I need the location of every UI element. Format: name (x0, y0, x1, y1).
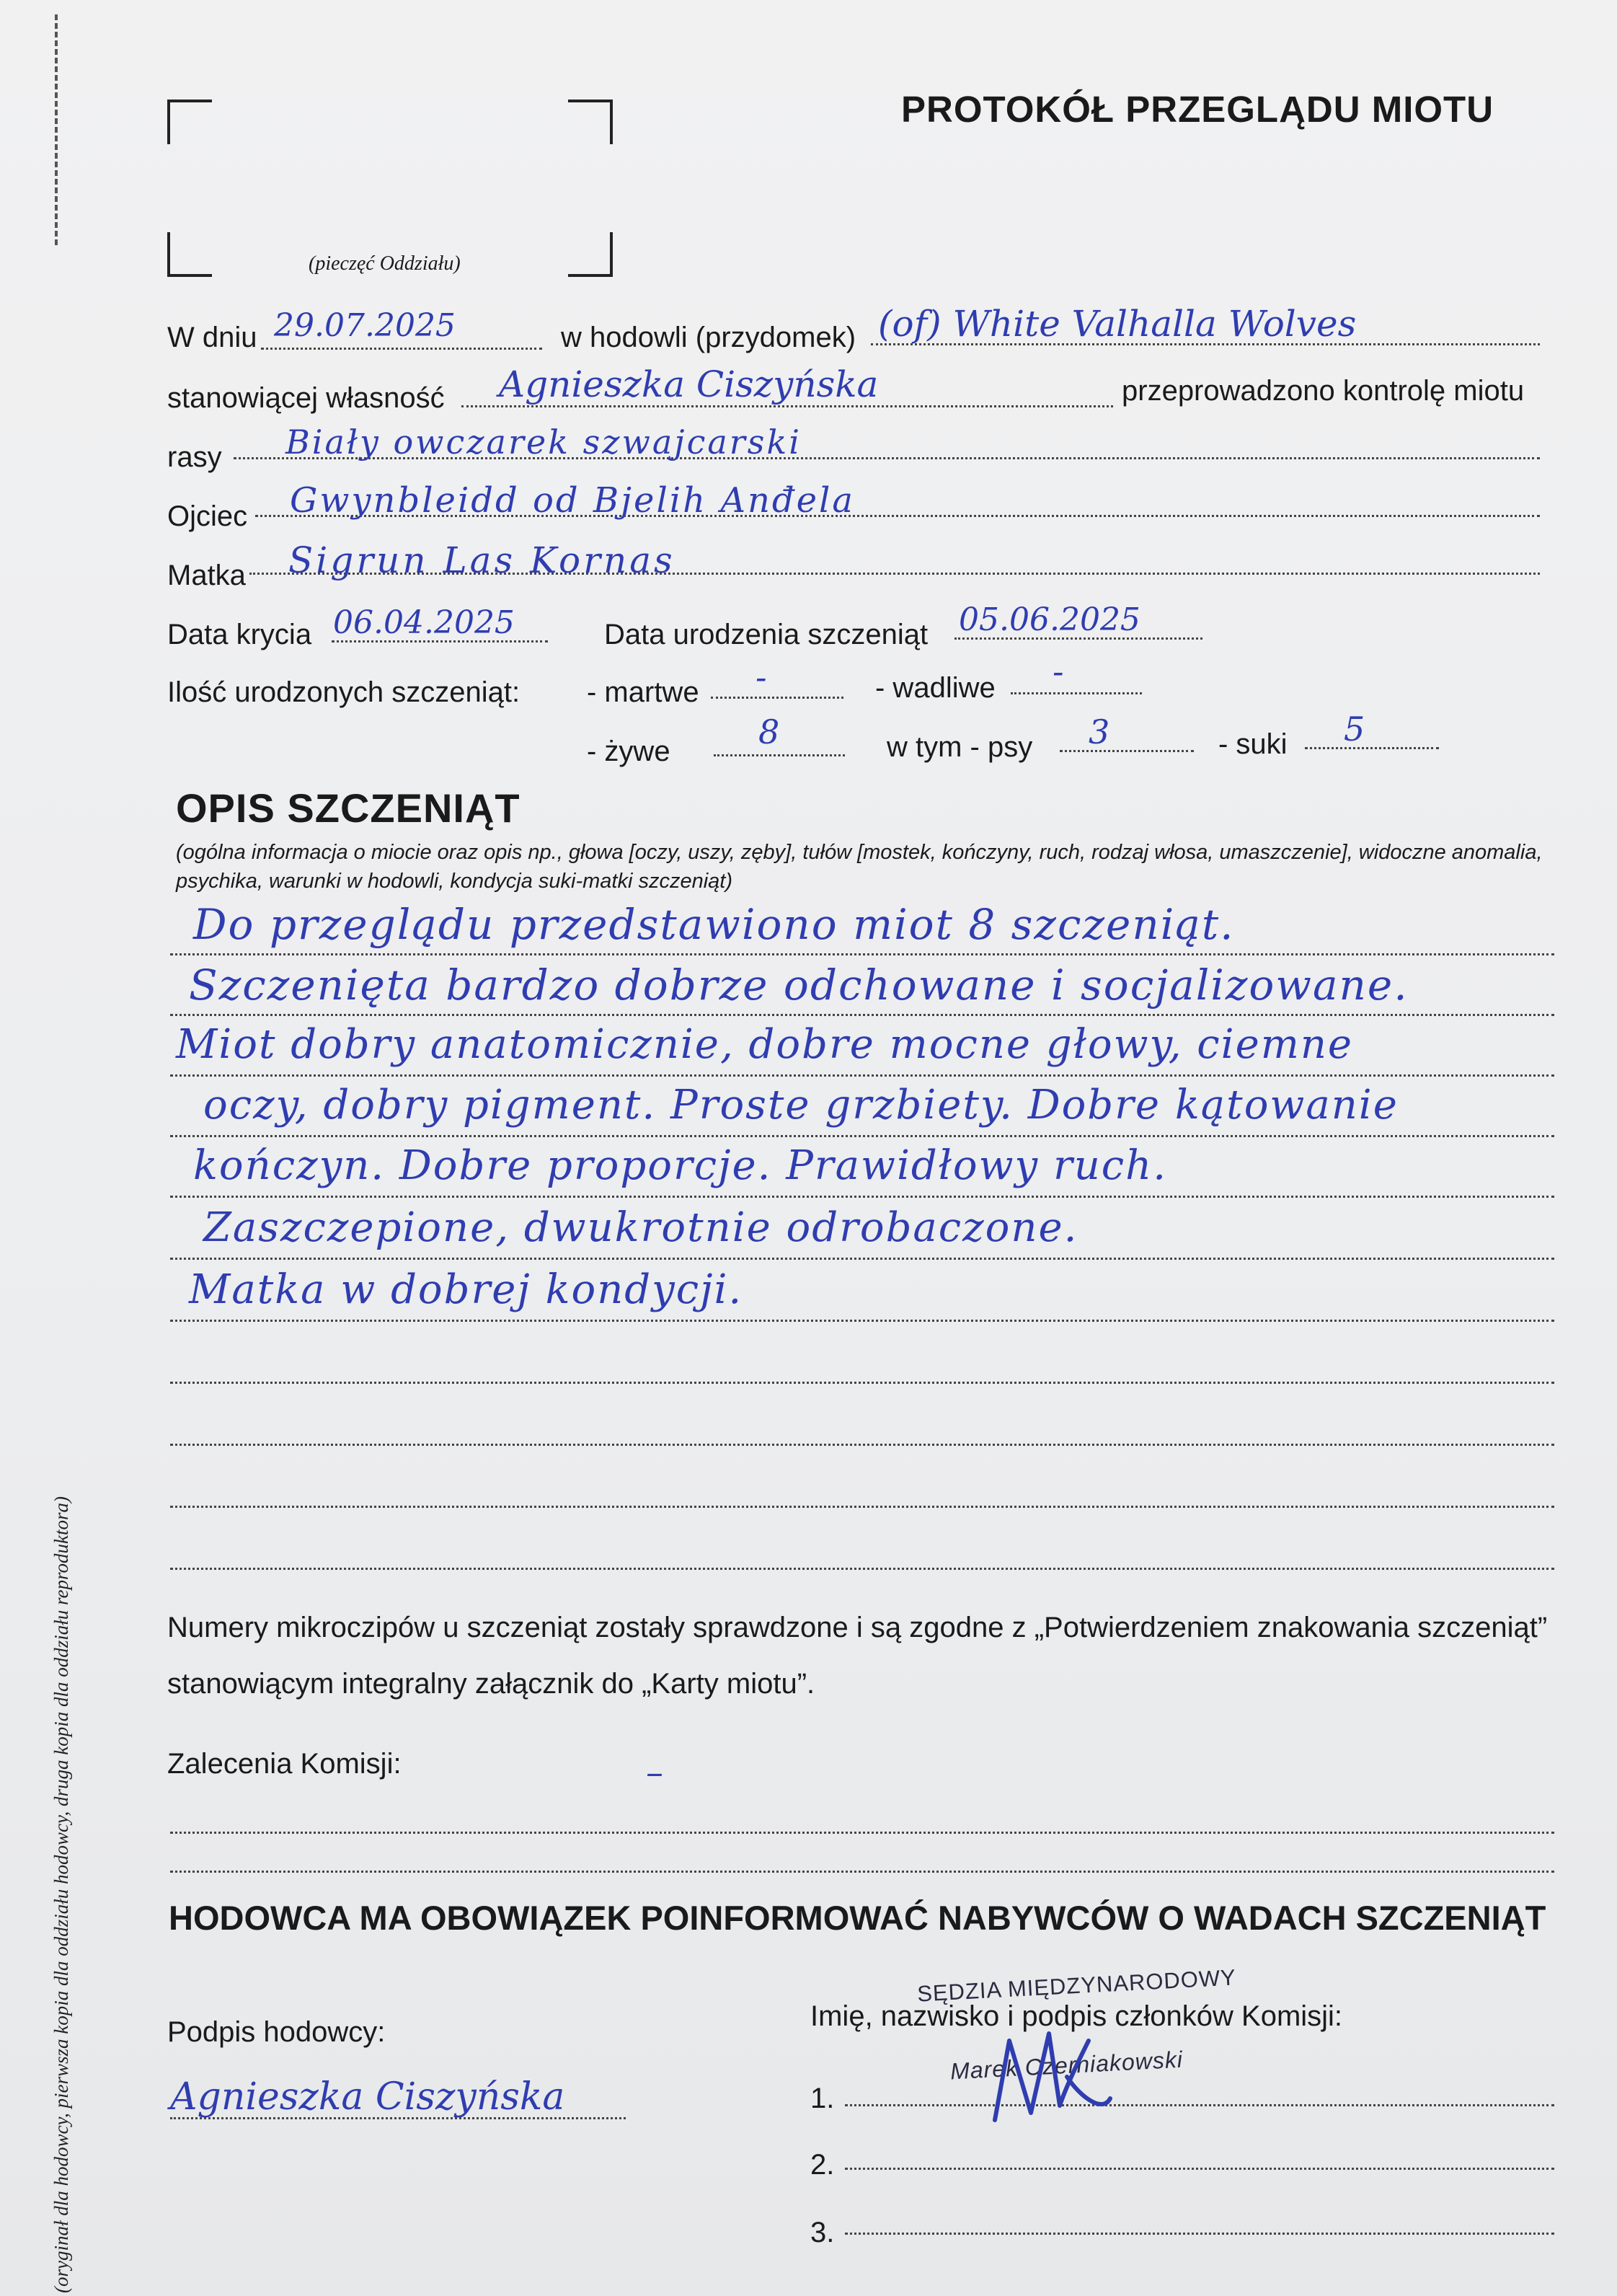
description-rule-4 (170, 1135, 1554, 1137)
recommendations-label: Zalecenia Komisji: (167, 1748, 402, 1780)
owner-label: stanowiącej własność (167, 382, 445, 414)
stamp-label: (pieczęć Oddziału) (309, 252, 461, 275)
description-line-1: Do przeglądu przedstawiono miot 8 szczeniąt. (193, 900, 1235, 949)
control-label: przeprowadzono kontrolę miotu (1122, 375, 1525, 407)
judge-stamp-title: SĘDZIA MIĘDZYNARODOWY (916, 1964, 1237, 2007)
breeder-signature[interactable]: Agnieszka Ciszyńska (170, 2075, 565, 2119)
born-count-label: Ilość urodzonych szczeniąt: (167, 676, 520, 708)
defective-label: - wadliwe (875, 672, 996, 704)
dead-line (711, 697, 843, 699)
defective-line (1011, 692, 1142, 694)
page-title: PROTOKÓŁ PRZEGLĄDU MIOTU (901, 89, 1494, 130)
breed-label: rasy (167, 441, 222, 473)
description-heading: OPIS SZCZENIĄT (176, 785, 520, 831)
stamp-corner-top-left (167, 100, 212, 144)
owner-value[interactable]: Agnieszka Ciszyńska (499, 363, 879, 405)
dead-value[interactable]: - (756, 658, 767, 697)
commission-line-3[interactable] (845, 2233, 1554, 2235)
alive-label: - żywe (587, 736, 670, 767)
judge-stamp-name: Marek Czerniakowski (949, 2046, 1184, 2085)
commission-line-2[interactable] (845, 2168, 1554, 2170)
commission-label: Imię, nazwisko i podpis członków Komisji: (810, 2000, 1343, 2032)
birth-date-value[interactable]: 05.06.2025 (959, 601, 1140, 638)
description-rule-11 (170, 1568, 1554, 1570)
alive-value[interactable]: 8 (758, 712, 780, 751)
description-line-7: Matka w dobrej kondycji. (189, 1266, 743, 1313)
description-rule-3 (170, 1074, 1554, 1077)
date-line (261, 348, 542, 350)
including-males-label: w tym - psy (887, 731, 1033, 763)
kennel-value[interactable]: (of) White Valhalla Wolves (878, 303, 1357, 345)
description-rule-7 (170, 1320, 1554, 1322)
breeder-warning: HODOWCA MA OBOWIĄZEK POINFORMOWAĆ NABYWCÓW O WADACH SZCZENIĄT (169, 1899, 1546, 1937)
description-line-6: Zaszczepione, dwukrotnie odrobaczone. (203, 1204, 1078, 1251)
dam-value[interactable]: Sigrun Las Kornas (288, 539, 675, 581)
recommendations-line-2 (170, 1871, 1554, 1873)
description-rule-1 (170, 953, 1554, 955)
owner-line (461, 405, 1113, 407)
females-label: - suki (1218, 728, 1288, 760)
sire-value[interactable]: Gwynbleidd od Bjelih Anđela (290, 480, 856, 521)
mating-date-value[interactable]: 06.04.2025 (333, 604, 515, 641)
stamp-corner-bottom-right (568, 232, 613, 277)
description-line-3: Miot dobry anatomicznie, dobre mocne głowy, ciemne (176, 1021, 1354, 1068)
microchip-paragraph: Numery mikroczipów u szczeniąt zostały sprawdzone i są zgodne z „Potwierdzeniem znakowania szczeniąt” stanowiącym integralny załącznik do „Karty miotu”. (167, 1612, 1548, 1700)
females-line (1305, 747, 1439, 749)
judge-signature (980, 2012, 1125, 2134)
commission-line-1[interactable] (845, 2104, 1554, 2106)
defective-value[interactable]: - (1053, 652, 1064, 691)
date-label: W dniu (167, 322, 257, 353)
description-rule-5 (170, 1196, 1554, 1198)
stamp-corner-bottom-left (167, 232, 212, 277)
commission-number-2: 2. (810, 2149, 835, 2181)
date-value[interactable]: 29.07.2025 (274, 307, 456, 344)
kennel-label: w hodowli (przydomek) (561, 322, 856, 353)
mating-date-label: Data krycia (167, 619, 312, 650)
cut-line (55, 14, 58, 245)
description-note: (ogólna informacja o miocie oraz opis np., głowa [oczy, uszy, zęby], tułów [mostek, kończyny, ruch, rodzaj włosa, umaszczenie], widoczne anomalia, psychika, warunki w hodowli, kondycja suki-matki szczeniąt) (176, 841, 1543, 893)
description-rule-8 (170, 1382, 1554, 1384)
description-line-5: kończyn. Dobre proporcje. Prawidłowy ruch. (193, 1142, 1168, 1189)
breeder-signature-label: Podpis hodowcy: (167, 2016, 386, 2048)
birth-date-label: Data urodzenia szczeniąt (604, 619, 929, 650)
commission-number-1: 1. (810, 2083, 835, 2114)
recommendations-value[interactable]: – (646, 1752, 663, 1793)
description-line-2: Szczenięta bardzo dobrze odchowane i socjalizowane. (189, 961, 1409, 1010)
stamp-corner-top-right (568, 100, 613, 144)
description-rule-9 (170, 1444, 1554, 1446)
description-rule-6 (170, 1258, 1554, 1260)
dam-label: Matka (167, 560, 246, 591)
males-line (1060, 750, 1194, 752)
description-line-4: oczy, dobry pigment. Proste grzbiety. Dobre kątowanie (203, 1082, 1399, 1129)
sire-label: Ojciec (167, 500, 248, 532)
alive-line (714, 754, 845, 756)
breed-value[interactable]: Biały owczarek szwajcarski (285, 423, 802, 462)
recommendations-line-1 (170, 1832, 1554, 1834)
dead-label: - martwe (587, 676, 699, 708)
commission-number-3: 3. (810, 2217, 835, 2248)
females-value[interactable]: 5 (1344, 710, 1365, 749)
males-value[interactable]: 3 (1089, 712, 1110, 751)
description-rule-2 (170, 1014, 1554, 1016)
copy-distribution-note: (oryginał dla hodowcy, pierwsza kopia dla oddziału hodowcy, druga kopia dla oddziału reproduktora) (50, 1496, 72, 2293)
description-rule-10 (170, 1506, 1554, 1508)
